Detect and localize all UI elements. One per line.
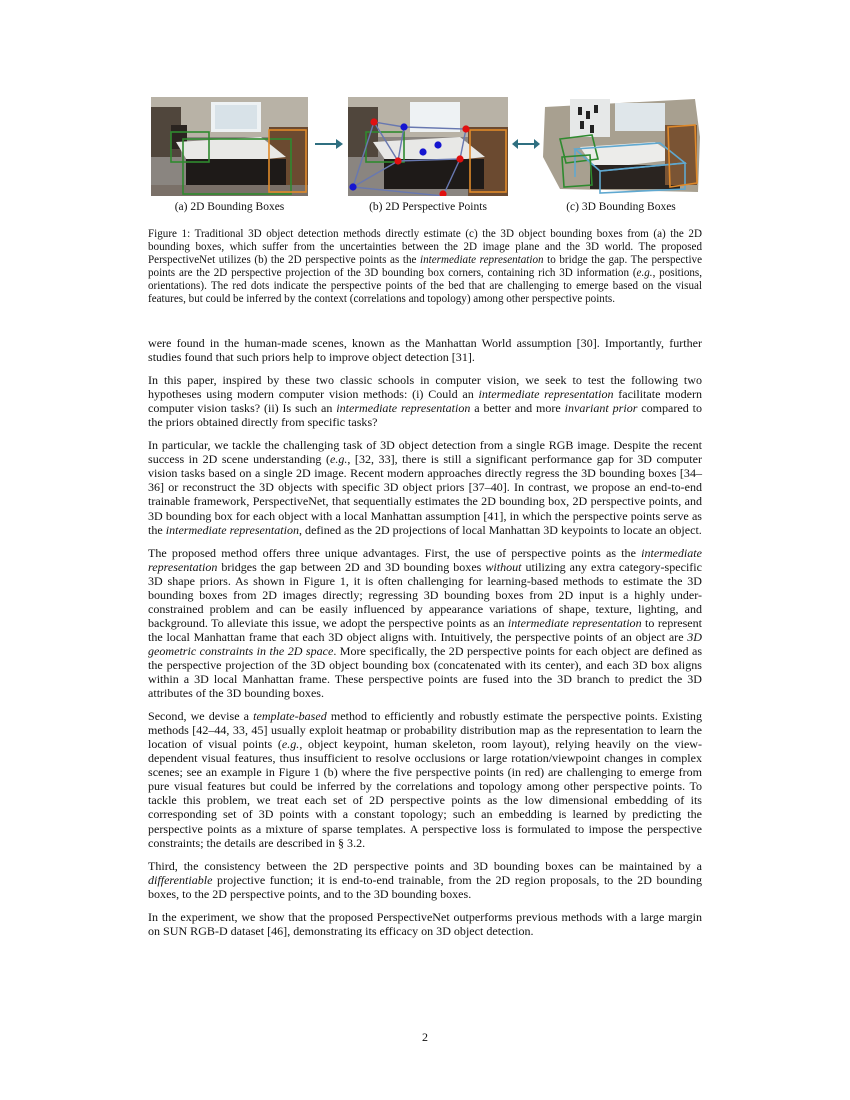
emphasis-text: intermediate representation (478, 387, 614, 402)
right-arrow-icon (314, 137, 344, 151)
figure-caption (148, 228, 702, 307)
subcaption-c: (c) 3D Bounding Boxes (566, 201, 676, 213)
paragraph: In this paper, inspired by these two classic schools in computer vision, we seek to test the following two hypotheses using modern computer vision methods: (i) Could an intermediate representation facilitate modern computer vision tasks? (ii) Is such an intermediate representation a better and more invariant prior compared to the priors obtained directly from specific tasks? (148, 373, 703, 430)
subcaption-b: (b) 2D Perspective Points (369, 201, 487, 213)
emphasis-text: template-based (253, 709, 327, 724)
emphasis-text: e.g. (636, 267, 653, 280)
paragraph: were found in the human-made scenes, known as the Manhattan World assumption [30]. Importantly, further studies found that such priors help to improve object detection [31]. (148, 336, 702, 365)
emphasis-text: intermediate representation (148, 545, 702, 574)
figure-1 (148, 97, 702, 217)
bidirectional-arrow-icon (512, 137, 540, 151)
photo-2d-bounding-boxes (151, 97, 308, 196)
paragraph: Second, we devise a template-based method to efficiently and robustly estimate the perspective points. Existing methods [42–44, 33, 45] usually exploit heatmap or probability distribution map as the representation to learn the location of visual points (e.g., object keypoint, human skeleton, room layout), relying heavily on the view-dependent visual features, thus insufficient to resolve occlusions or large rotation/viewpoint changes in complex scenes; see an example in Figure 1 (b) where the five perspective points (in red) are challenging to emerge from pure visual features but could be inferred by the correlations and topology among other perspective points. To tackle this problem, we treat each set of 2D perspective points as the low dimensional embedding of its corresponding set of 3D points with a constant topology; such an embedding is learned by predicting the perspective points as a mixture of sparse templates. A perspective loss is formulated to impose the perspective constraints; the details are described in § 3.2. (148, 709, 703, 850)
caption-label: Figure 1: (148, 228, 191, 240)
paragraph: The proposed method offers three unique advantages. First, the use of perspective points as the intermediate representation bridges the gap between 2D and 3D bounding boxes without utilizing any extra category-specific 3D shape priors. As shown in Figure 1, it is often challenging for learning-based methods to estimate the 3D bounding boxes from 2D images directly; regressing 3D bounding boxes from 2D input is a highly under-constrained problem and can be easily influenced by appearance variations of shape, texture, lighting, and background. To alleviate this issue, we adopt the perspective points as an intermediate representation to represent the local Manhattan frame that each 3D object aligns with. Intuitively, the perspective points of an object are 3D geometric constraints in the 2D space. More specifically, the 2D perspective points for each object are defined as the perspective projection of the 3D object bounding box (concatenated with its center), and each 3D box aligns within a 3D local Manhattan frame. These perspective points are fused into the 3D branch to predict the 3D attributes of the 3D bounding boxes. (148, 545, 703, 701)
emphasis-text: intermediate representation (420, 254, 544, 267)
paragraph: In particular, we tackle the challenging task of 3D object detection from a single RGB image. Despite the recent success in 2D scene understanding (e.g., [32, 33], there is still a significant performance gap for 3D computer vision tasks based on a single 2D image. Recent modern approaches directly regress the 3D bounding boxes [34–36] or reconstruct the 3D objects with specific 3D object priors [37–40]. In contrast, we propose an end-to-end trainable framework, PerspectiveNet, that sequentially estimates the 2D bounding box, 2D perspective points, and 3D bounding box for each object with a local Manhattan assumption [41], in which the perspective points serve as the intermediate representation, defined as the 2D projections of local Manhattan 3D keypoints to locate an object. (148, 438, 702, 537)
emphasis-text: invariant prior (564, 401, 638, 416)
page-number: 2 (422, 1030, 428, 1044)
emphasis-text: e.g. (329, 452, 348, 467)
emphasis-text: intermediate representation (336, 401, 471, 416)
emphasis-text: e.g. (281, 737, 300, 752)
emphasis-text: without (485, 559, 522, 574)
emphasis-text: intermediate representation (507, 615, 642, 630)
body-text (148, 336, 702, 947)
caption-text: Traditional 3D object detection methods directly estimate (c) the 3D object bounding boxes from (a) the 2D bounding boxes, which suffer from the uncertainties between the 2D image plane and the 3D world. The proposed PerspectiveNet utilizes (b) the 2D perspective points as the intermediate representation to bridge the gap. The perspective points are the 2D perspective projection of the 3D bounding box corners, containing rich 3D information (e.g., positions, orientations). The red dots indicate the perspective points of the bed that are challenging to emerge based on the visual features, but could be inferred by the context (correlations and topology) among other perspective points. (148, 228, 703, 306)
paragraph: Third, the consistency between the 2D perspective points and 3D bounding boxes can be maintained by a differentiable projective function; it is end-to-end trainable, from the 2D region proposals, to the 2D bounding boxes, to the 2D perspective points, and to the 3D bounding boxes. (148, 858, 702, 901)
emphasis-text: 3D geometric constraints in the 2D space (148, 629, 702, 658)
emphasis-text: intermediate representation (165, 522, 300, 537)
reconstruction-3d-bounding-boxes (540, 97, 701, 196)
photo-2d-perspective-points (348, 97, 508, 196)
subcaption-a: (a) 2D Bounding Boxes (174, 201, 285, 213)
paragraph: In the experiment, we show that the proposed PerspectiveNet outperforms previous methods with a large margin on SUN RGB-D dataset [46], demonstrating its efficacy on 3D object detection. (148, 909, 702, 938)
emphasis-text: differentiable (148, 872, 213, 887)
